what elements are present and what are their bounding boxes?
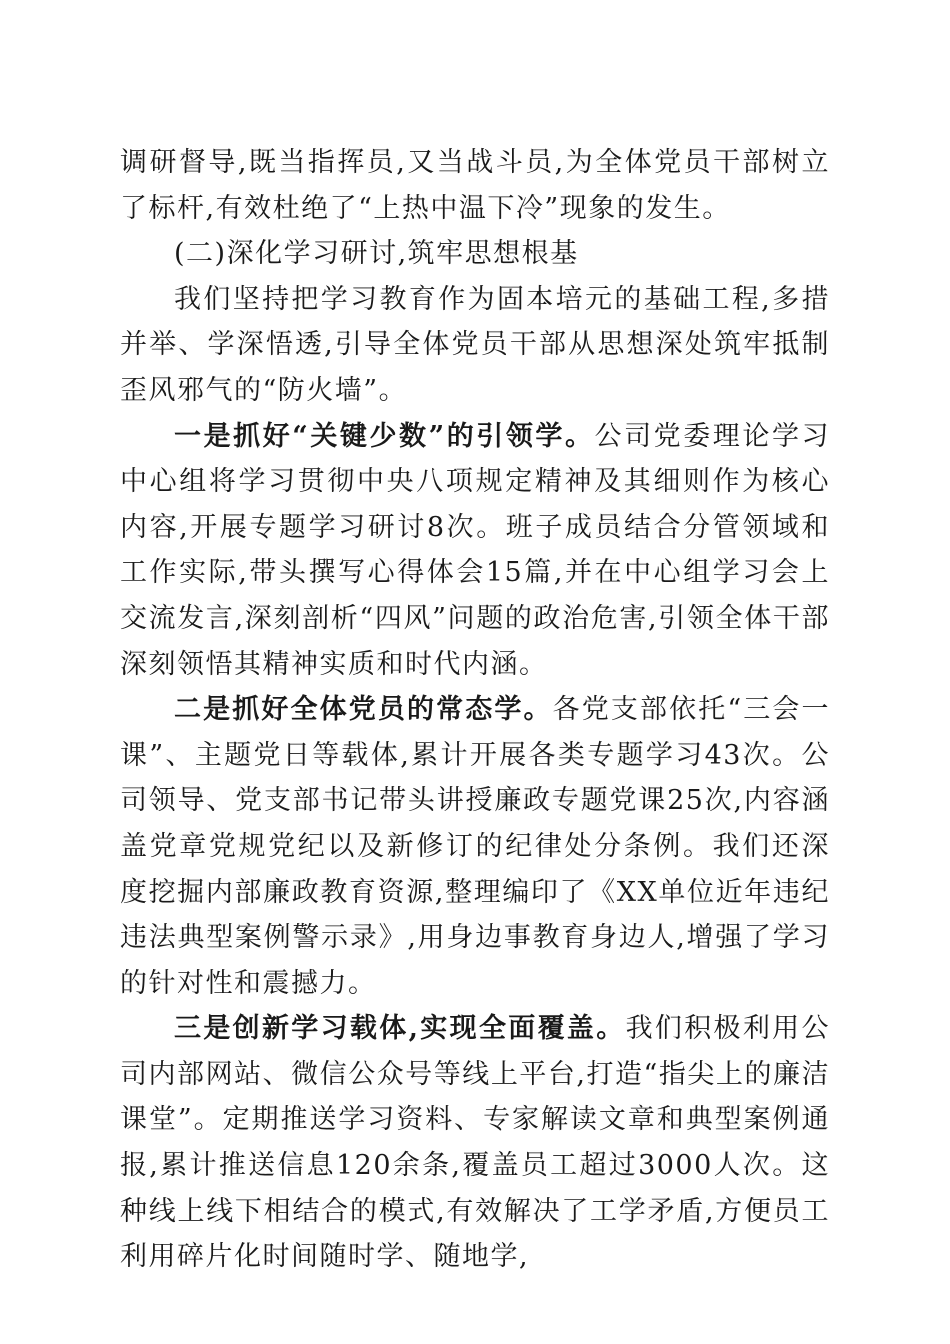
document-body xyxy=(120,140,830,1280)
paragraph-text: 我们积极利用公司内部网站、微信公众号等线上平台,打造“指尖上的廉洁课堂”。定期推送学习资料、专家解读文章和典型案例通报,累计推送信息120余条,覆盖员工超过3000人次。这种线上线下相结合的模式,有效解决了工学矛盾,方便员工利用碎片化时间随时学、随地学, xyxy=(120,1013,830,1273)
paragraph-lead-bold: 二是抓好全体党员的常态学。 xyxy=(174,694,553,726)
paragraph-continuation xyxy=(120,140,830,231)
paragraph-text: 调研督导,既当指挥员,又当战斗员,为全体党员干部树立了标杆,有效杜绝了“上热中温下冷”现象的发生。 xyxy=(120,147,830,224)
paragraph-text: 公司党委理论学习中心组将学习贯彻中央八项规定精神及其细则作为核心内容,开展专题学习研讨8次。班子成员结合分管领域和工作实际,带头撰写心得体会15篇,并在中心组学习会上交流发言,深刻剖析“四风”问题的政治危害,引领全体干部深刻领悟其精神实质和时代内涵。 xyxy=(120,420,831,680)
paragraph-point-2 xyxy=(120,687,830,1006)
paragraph-intro xyxy=(120,277,830,414)
paragraph-text: 各党支部依托“三会一课”、主题党日等载体,累计开展各类专题学习43次。公司领导、党支部书记带头讲授廉政专题党课25次,内容涵盖党章党规党纪以及新修订的纪律处分条例。我们还深度挖掘内部廉政教育资源,整理编印了《XX单位近年违纪违法典型案例警示录》,用身边事教育身边人,增强了学习的针对性和震撼力。 xyxy=(120,694,830,999)
section-heading-text: (二)深化学习研讨,筑牢思想根基 xyxy=(174,238,579,270)
paragraph-text: 我们坚持把学习教育作为固本培元的基础工程,多措并举、学深悟透,引导全体党员干部从思想深处筑牢抵制歪风邪气的“防火墙”。 xyxy=(120,283,830,406)
paragraph-lead-bold: 三是创新学习载体,实现全面覆盖。 xyxy=(174,1013,626,1045)
paragraph-point-3 xyxy=(120,1006,830,1280)
paragraph-point-1 xyxy=(120,414,830,688)
paragraph-lead-bold: 一是抓好“关键少数”的引领学。 xyxy=(174,420,595,452)
section-heading xyxy=(120,231,830,277)
